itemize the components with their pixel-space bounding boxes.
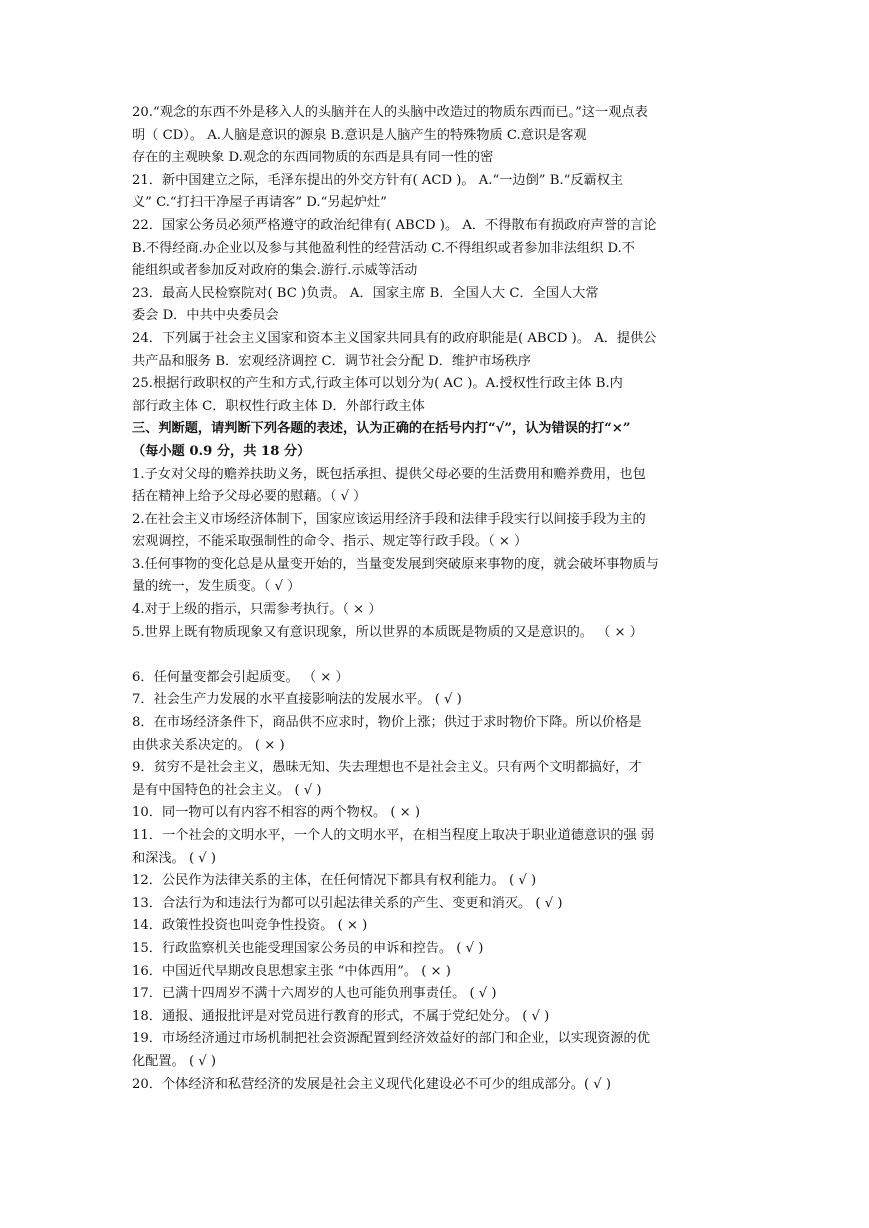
question-line: 部行政主体 C．职权性行政主体 D．外部行政主体 bbox=[132, 398, 425, 414]
judgment-line: 化配置。 ( √ ) bbox=[132, 1053, 217, 1069]
judgment-line: 2.在社会主义市场经济体制下，国家应该运用经济手段和法律手段实行以间接手段为主的 bbox=[132, 511, 646, 527]
multiple-choice-block bbox=[132, 102, 742, 418]
judgment-line: 括在精神上给予父母必要的慰藉。（ √ ） bbox=[132, 489, 367, 505]
question-line: 25.根据行政职权的产生和方式,行政主体可以划分为( AC )。A.授权性行政主体 B.内 bbox=[132, 376, 623, 392]
judgment-line: 14．政策性投资也叫竞争性投资。 ( × ) bbox=[132, 918, 368, 934]
judgment-line: 是有中国特色的社会主义。 ( √ ) bbox=[132, 782, 322, 798]
judgment-line: 11．一个社会的文明水平，一个人的文明水平，在相当程度上取决于职业道德意识的强 弱 bbox=[132, 828, 655, 843]
judgment-line: 4.对于上级的指示，只需参考执行。（ × ） bbox=[132, 602, 382, 618]
judgment-line: 9．贫穷不是社会主义，愚昧无知、失去理想也不是社会主义。只有两个文明都搞好，才 bbox=[132, 760, 642, 776]
judgment-line: 1.子女对父母的赡养扶助义务，既包括承担、提供父母必要的生活费用和赡养费用，也包 bbox=[132, 466, 646, 482]
judgment-line: 和深浅。 ( √ ) bbox=[132, 850, 217, 866]
question-line: 能组织或者参加反对政府的集会.游行.示威等活动 bbox=[132, 263, 418, 279]
blank-line bbox=[132, 644, 742, 667]
section-heading-line: 三、判断题，请判断下列各题的表述，认为正确的在括号内打“√”，认为错误的打“×” bbox=[132, 421, 631, 437]
judgment-line: 10．同一物可以有内容不相容的两个物权。 ( × ) bbox=[132, 805, 421, 821]
question-line: 22．国家公务员必须严格遵守的政治纪律有( ABCD )。 A．不得散布有损政府声誉的言论 bbox=[132, 217, 657, 233]
judgment-line: 由供求关系决定的。 ( × ) bbox=[132, 737, 285, 753]
judgment-line: 3.任何事物的变化总是从量变开始的，当量变发展到突破原来事物的度，就会破坏事物质与 bbox=[132, 556, 659, 572]
judgment-line: 5.世界上既有物质现象又有意识现象，所以世界的本质既是物质的又是意识的。 （ × ） bbox=[132, 624, 643, 640]
judgment-line: 7．社会生产力发展的水平直接影响法的发展水平。 ( √ ) bbox=[132, 692, 462, 708]
question-line: 委会 D．中共中央委员会 bbox=[132, 308, 279, 324]
judgment-line: 6．任何量变都会引起质变。 （ × ） bbox=[132, 669, 349, 685]
judgment-line: 18．通报、通报批评是对党员进行教育的形式，不属于党纪处分。 ( √ ) bbox=[132, 1008, 550, 1024]
judgment-line: 17．已满十四周岁不满十六周岁的人也可能负刑事责任。 ( √ ) bbox=[132, 986, 497, 1002]
judgment-line: 19．市场经济通过市场机制把社会资源配置到经济效益好的部门和企业，以实现资源的优 bbox=[132, 1031, 650, 1047]
judgment-line: 8．在市场经济条件下，商品供不应求时，物价上涨；供过于求时物价下降。所以价格是 bbox=[132, 715, 642, 731]
judgment-line: 20．个体经济和私营经济的发展是社会主义现代化建设必不可少的组成部分。( √ ) bbox=[132, 1076, 612, 1092]
question-line: 23．最高人民检察院对( BC )负责。 A．国家主席 B．全国人大 C．全国人大常 bbox=[132, 285, 599, 301]
judgment-block-1 bbox=[132, 464, 742, 645]
judgment-line: 13．合法行为和违法行为都可以引起法律关系的产生、变更和消灭。 ( √ ) bbox=[132, 895, 563, 911]
section-heading-line: （每小题 0.9 分，共 18 分） bbox=[132, 443, 311, 459]
question-line: 存在的主观映象 D.观念的东西同物质的东西是具有同一性的密 bbox=[132, 150, 494, 166]
judgment-line: 15．行政监察机关也能受理国家公务员的申诉和控告。 ( √ ) bbox=[132, 940, 484, 956]
judgment-block-2 bbox=[132, 667, 742, 1096]
question-line: 24．下列属于社会主义国家和资本主义国家共同具有的政府职能是( ABCD )。 A．提供公 bbox=[132, 330, 657, 346]
question-line: 明（ CD）。 A.人脑是意识的源泉 B.意识是人脑产生的特殊物质 C.意识是客观 bbox=[132, 127, 587, 143]
judgment-line: 12．公民作为法律关系的主体，在任何情况下都具有权利能力。 ( √ ) bbox=[132, 873, 537, 889]
question-line: 21．新中国建立之际，毛泽东提出的外交方针有( ACD )。 A.“一边倒” B.“反霸权主 bbox=[132, 172, 624, 188]
question-line: 20.“观念的东西不外是移入人的头脑并在人的头脑中改造过的物质东西而已。”这一观点表 bbox=[132, 105, 648, 120]
document-body bbox=[132, 102, 742, 1096]
judgment-line: 16．中国近代早期改良思想家主张 “中体西用”。 ( × ) bbox=[132, 963, 451, 979]
section-heading bbox=[132, 418, 742, 463]
question-line: 义” C.“打扫干净屋子再请客” D.“另起炉灶” bbox=[132, 195, 387, 211]
judgment-line: 宏观调控，不能采取强制性的命令、指示、规定等行政手段。（ × ） bbox=[132, 534, 528, 550]
question-line: 共产品和服务 B．宏观经济调控 C．调节社会分配 D．维护市场秩序 bbox=[132, 353, 531, 369]
question-line: B.不得经商.办企业以及参与其他盈利性的经营活动 C.不得组织或者参加非法组织 D.不 bbox=[132, 240, 635, 256]
judgment-line: 量的统一，发生质变。（ √ ） bbox=[132, 579, 301, 595]
